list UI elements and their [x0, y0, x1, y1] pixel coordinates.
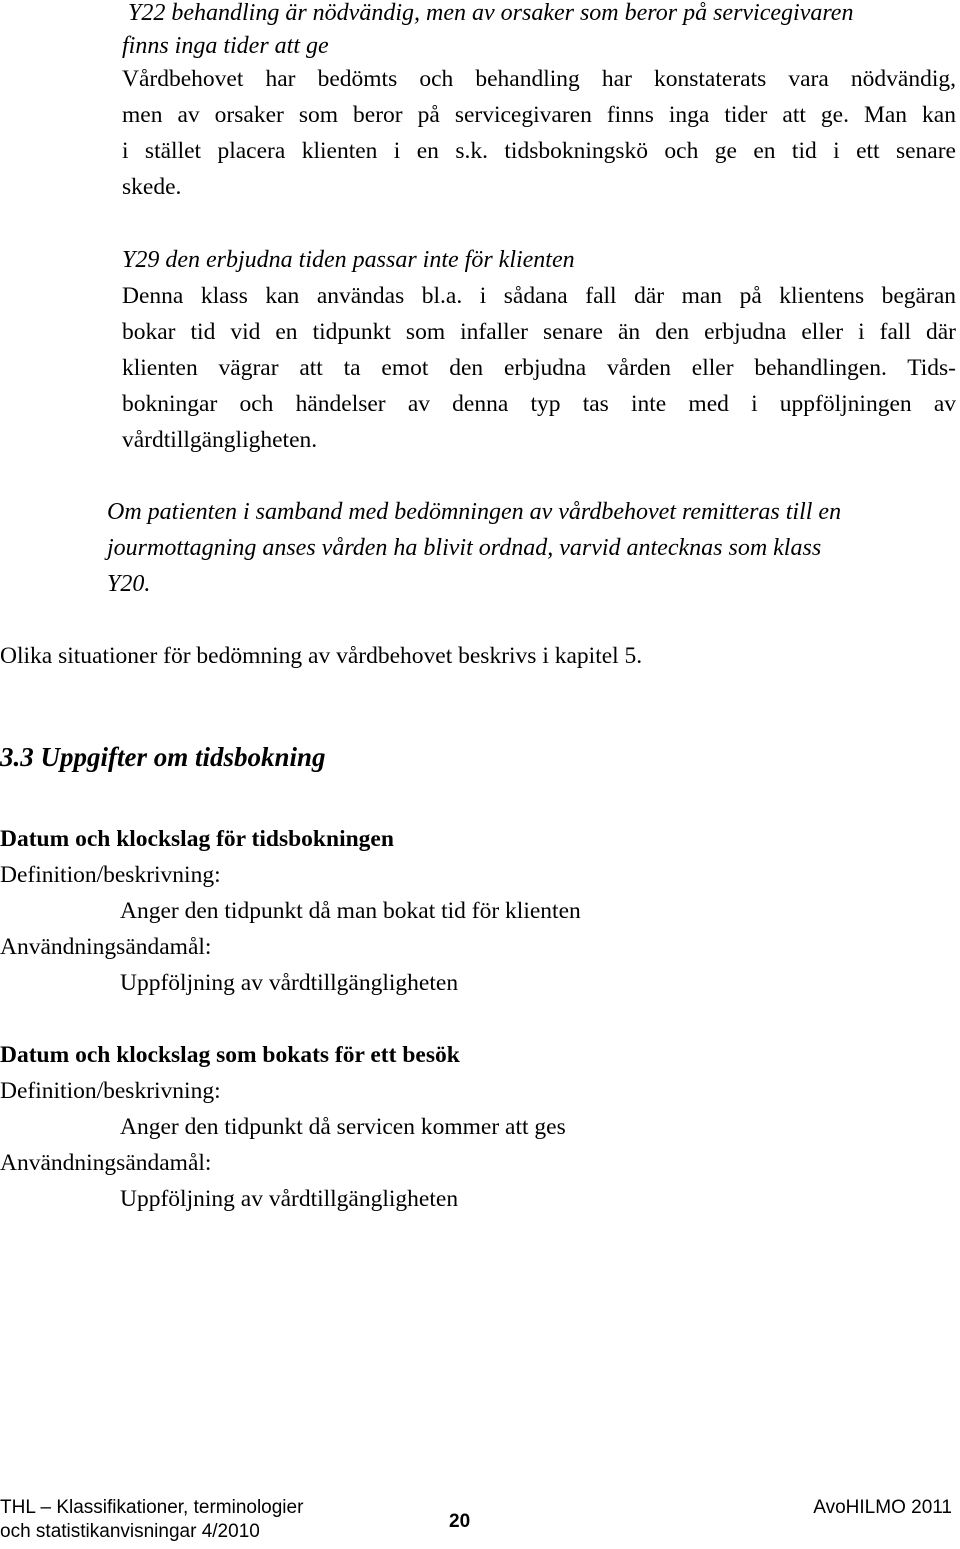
section-heading: 3.3 Uppgifter om tidsbokning: [0, 742, 326, 772]
y22-body-line-3: i stället placera klienten i en s.k. tidsbokningskö och ge en tid i ett senare: [122, 138, 956, 164]
field-purpose-label: Användningsändamål:: [0, 934, 212, 960]
field-purpose-label: Användningsändamål:: [0, 1150, 212, 1176]
y22-title-line-2: finns inga tider att ge: [122, 33, 329, 59]
field-definition-label: Definition/beskrivning:: [0, 1078, 221, 1104]
situations-reference: Olika situationer för bedömning av vårdbehovet beskrivs i kapitel 5.: [0, 643, 643, 669]
y29-body-line-3: klienten vägrar att ta emot den erbjudna vården eller behandlingen. Tids-: [122, 355, 956, 381]
footer-publisher-line-2: och statistikanvisningar 4/2010: [0, 1521, 260, 1542]
y22-body-line-4: skede.: [122, 174, 182, 200]
y22-body-line-1: Vårdbehovet har bedömts och behandling har konstaterats vara nödvändig,: [122, 66, 956, 92]
referral-note-line-2: jourmottagning anses vården ha blivit ordnad, varvid antecknas som klass: [107, 535, 822, 561]
referral-note-line-3: Y20.: [107, 571, 151, 597]
footer-publisher-line-1: THL – Klassifikationer, terminologier: [0, 1497, 304, 1518]
field-definition-label: Definition/beskrivning:: [0, 862, 221, 888]
field-title-visit-time: Datum och klockslag som bokats för ett besök: [0, 1042, 460, 1068]
referral-note-line-1: Om patienten i samband med bedömningen av vårdbehovet remitteras till en: [107, 499, 842, 525]
y22-title-line-1: Y22 behandling är nödvändig, men av orsaker som beror på servicegivaren: [128, 0, 854, 26]
y29-body-line-1: Denna klass kan användas bl.a. i sådana fall där man på klientens begäran: [122, 283, 956, 309]
y29-title: Y29 den erbjudna tiden passar inte för klienten: [122, 247, 575, 273]
field-definition-value: Anger den tidpunkt då man bokat tid för klienten: [120, 898, 581, 924]
field-purpose-value: Uppföljning av vårdtillgängligheten: [120, 1186, 459, 1212]
field-purpose-value: Uppföljning av vårdtillgängligheten: [120, 970, 459, 996]
footer-document-title: AvoHILMO 2011: [813, 1497, 952, 1518]
field-definition-value: Anger den tidpunkt då servicen kommer att ges: [120, 1114, 566, 1140]
y22-body-line-2: men av orsaker som beror på servicegivaren finns inga tider att ge. Man kan: [122, 102, 956, 128]
field-title-booking-time: Datum och klockslag för tidsbokningen: [0, 826, 394, 852]
y29-body-line-4: bokningar och händelser av denna typ tas inte med i uppföljningen av: [122, 391, 956, 417]
page-number: 20: [449, 1511, 471, 1532]
y29-body-line-5: vårdtillgängligheten.: [122, 427, 318, 453]
y29-body-line-2: bokar tid vid en tidpunkt som infaller senare än den erbjudna eller i fall där: [122, 319, 956, 345]
